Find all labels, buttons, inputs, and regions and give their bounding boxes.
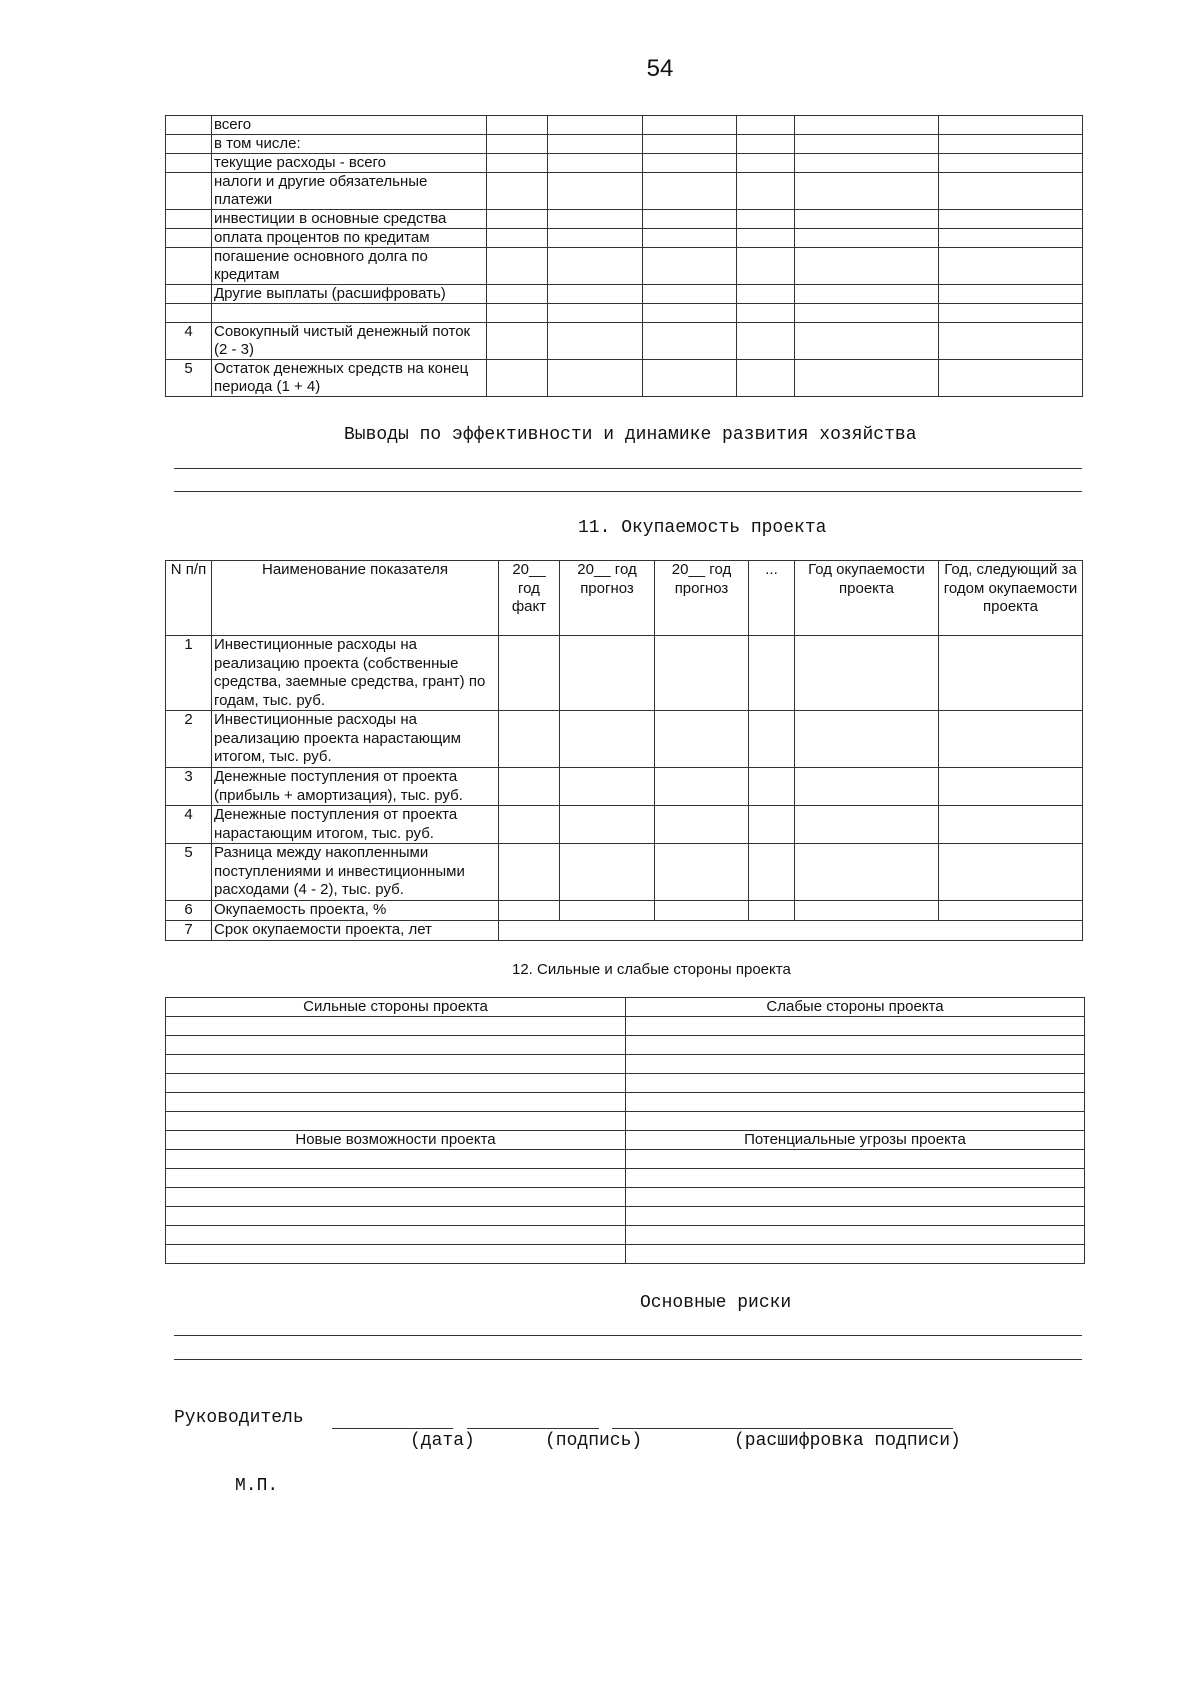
- value-cell: [560, 806, 655, 844]
- value-cell: [655, 901, 749, 921]
- value-cell: [737, 229, 795, 248]
- value-cell: [655, 636, 749, 711]
- value-cell: [487, 248, 548, 285]
- value-cell: [643, 248, 737, 285]
- value-cell: [643, 360, 737, 397]
- table-row: [166, 636, 1083, 711]
- risks-line-2: [174, 1359, 1082, 1360]
- value-cell: [548, 304, 643, 323]
- swot-cell: [626, 1112, 1085, 1131]
- row-number: 3: [166, 768, 212, 806]
- table-row: [166, 304, 1083, 323]
- swot-blank-row: [166, 1207, 1085, 1226]
- swot-blank-row: [166, 1112, 1085, 1131]
- row-label: Разница между накопленными поступлениями и инвестиционными расходами (4 - 2), тыс. руб.: [212, 844, 499, 901]
- swot-blank-row: [166, 1017, 1085, 1036]
- risks-line-1: [174, 1335, 1082, 1336]
- value-cell: [643, 173, 737, 210]
- value-cell: [548, 360, 643, 397]
- column-header: Наименование показателя: [212, 561, 499, 636]
- value-cell: [737, 360, 795, 397]
- row-label: Совокупный чистый денежный поток (2 - 3): [212, 323, 487, 360]
- value-cell: [737, 304, 795, 323]
- value-cell: [737, 323, 795, 360]
- value-cell: [795, 304, 939, 323]
- value-cell: [487, 285, 548, 304]
- swot-cell: [626, 1036, 1085, 1055]
- swot-cell: [626, 1226, 1085, 1245]
- section-12-title: 12. Сильные и слабые стороны проекта: [512, 961, 791, 978]
- value-cell: [487, 229, 548, 248]
- column-header: 20__ год прогноз: [560, 561, 655, 636]
- value-cell: [939, 173, 1083, 210]
- value-cell: [499, 844, 560, 901]
- swot-cell: [166, 1074, 626, 1093]
- swot-table: [165, 997, 1085, 1264]
- page-number: 54: [646, 55, 674, 82]
- swot-header: Слабые стороны проекта: [626, 998, 1085, 1017]
- value-cell: [795, 901, 939, 921]
- value-cell: [939, 210, 1083, 229]
- row-number: 1: [166, 636, 212, 711]
- swot-cell: [166, 1093, 626, 1112]
- row-label: [212, 304, 487, 323]
- header-row: [166, 561, 1083, 636]
- main-risks-heading: Основные риски: [640, 1293, 792, 1313]
- swot-cell: [626, 1150, 1085, 1169]
- row-label: Окупаемость проекта, %: [212, 901, 499, 921]
- value-cell: [795, 768, 939, 806]
- row-label: Денежные поступления от проекта (прибыль + амортизация), тыс. руб.: [212, 768, 499, 806]
- decoding-caption: (расшифровка подписи): [734, 1431, 961, 1451]
- row-number: [166, 154, 212, 173]
- value-cell: [655, 768, 749, 806]
- value-cell: [548, 154, 643, 173]
- table-row: [166, 768, 1083, 806]
- row-number: 7: [166, 921, 212, 941]
- value-cell: [795, 135, 939, 154]
- row-label: Инвестиционные расходы на реализацию проекта (собственные средства, заемные средства, грант) по годам, тыс. руб.: [212, 636, 499, 711]
- swot-cell: [626, 1055, 1085, 1074]
- swot-cell: [626, 1074, 1085, 1093]
- table-row: [166, 135, 1083, 154]
- swot-cell: [626, 1169, 1085, 1188]
- swot-blank-row: [166, 1226, 1085, 1245]
- value-cell: [795, 844, 939, 901]
- value-cell: [487, 360, 548, 397]
- value-cell: [795, 154, 939, 173]
- swot-cell: [166, 1245, 626, 1264]
- swot-header-row: [166, 998, 1085, 1017]
- row-number: 5: [166, 360, 212, 397]
- value-cell: [939, 806, 1083, 844]
- value-cell: [939, 285, 1083, 304]
- row-number: 6: [166, 901, 212, 921]
- value-cell: [487, 154, 548, 173]
- value-cell: [939, 901, 1083, 921]
- value-cell: [548, 210, 643, 229]
- value-cell: [560, 844, 655, 901]
- value-cell: [749, 768, 795, 806]
- stamp-label: М.П.: [235, 1476, 279, 1496]
- swot-cell: [626, 1017, 1085, 1036]
- row-number: [166, 229, 212, 248]
- swot-header-row: [166, 1131, 1085, 1150]
- value-cell: [548, 173, 643, 210]
- value-cell: [487, 323, 548, 360]
- value-cell: [499, 636, 560, 711]
- value-cell: [643, 135, 737, 154]
- value-cell: [548, 135, 643, 154]
- value-cell: [643, 229, 737, 248]
- swot-blank-row: [166, 1245, 1085, 1264]
- row-number: [166, 116, 212, 135]
- value-cell: [499, 901, 560, 921]
- swot-cell: [166, 1207, 626, 1226]
- value-cell: [795, 116, 939, 135]
- value-cell: [643, 304, 737, 323]
- value-cell: [939, 154, 1083, 173]
- swot-cell: [626, 1188, 1085, 1207]
- swot-cell: [166, 1226, 626, 1245]
- table-row: [166, 323, 1083, 360]
- swot-cell: [166, 1036, 626, 1055]
- value-cell: [548, 323, 643, 360]
- value-cell: [939, 116, 1083, 135]
- row-label: в том числе:: [212, 135, 487, 154]
- signature-role-label: Руководитель: [174, 1408, 304, 1428]
- swot-cell: [166, 1169, 626, 1188]
- table-row: [166, 285, 1083, 304]
- value-cell: [737, 285, 795, 304]
- value-cell: [499, 921, 1083, 941]
- value-cell: [560, 711, 655, 768]
- section-11-title: 11. Окупаемость проекта: [578, 518, 827, 538]
- value-cell: [487, 116, 548, 135]
- row-label: Инвестиционные расходы на реализацию проекта нарастающим итогом, тыс. руб.: [212, 711, 499, 768]
- value-cell: [795, 229, 939, 248]
- value-cell: [560, 768, 655, 806]
- row-label: Другие выплаты (расшифровать): [212, 285, 487, 304]
- row-label: текущие расходы - всего: [212, 154, 487, 173]
- value-cell: [737, 173, 795, 210]
- value-cell: [487, 210, 548, 229]
- swot-cell: [626, 1093, 1085, 1112]
- value-cell: [548, 229, 643, 248]
- table-row: [166, 806, 1083, 844]
- column-header: N п/п: [166, 561, 212, 636]
- row-number: 4: [166, 806, 212, 844]
- column-header: 20__ год прогноз: [655, 561, 749, 636]
- decoding-line: [612, 1428, 953, 1429]
- value-cell: [737, 116, 795, 135]
- swot-blank-row: [166, 1055, 1085, 1074]
- value-cell: [939, 636, 1083, 711]
- table-row: [166, 210, 1083, 229]
- row-number: 2: [166, 711, 212, 768]
- conclusions-heading: Выводы по эффективности и динамике развития хозяйства: [344, 425, 917, 445]
- value-cell: [643, 154, 737, 173]
- value-cell: [499, 768, 560, 806]
- value-cell: [487, 173, 548, 210]
- value-cell: [737, 135, 795, 154]
- value-cell: [939, 360, 1083, 397]
- table-row: [166, 229, 1083, 248]
- value-cell: [643, 285, 737, 304]
- value-cell: [487, 304, 548, 323]
- table-row: [166, 173, 1083, 210]
- value-cell: [737, 248, 795, 285]
- date-caption: (дата): [410, 1431, 475, 1451]
- row-number: 5: [166, 844, 212, 901]
- value-cell: [737, 154, 795, 173]
- value-cell: [548, 248, 643, 285]
- value-cell: [560, 901, 655, 921]
- swot-cell: [166, 1150, 626, 1169]
- row-number: [166, 135, 212, 154]
- table-row: [166, 901, 1083, 921]
- swot-header: Новые возможности проекта: [166, 1131, 626, 1150]
- row-number: 4: [166, 323, 212, 360]
- value-cell: [939, 135, 1083, 154]
- value-cell: [643, 210, 737, 229]
- row-number: [166, 210, 212, 229]
- value-cell: [795, 360, 939, 397]
- column-header: ...: [749, 561, 795, 636]
- row-number: [166, 285, 212, 304]
- swot-cell: [626, 1245, 1085, 1264]
- table-row: [166, 116, 1083, 135]
- value-cell: [499, 711, 560, 768]
- value-cell: [643, 116, 737, 135]
- conclusions-line-1: [174, 468, 1082, 469]
- swot-blank-row: [166, 1150, 1085, 1169]
- table-row: [166, 154, 1083, 173]
- row-label: всего: [212, 116, 487, 135]
- row-label: Срок окупаемости проекта, лет: [212, 921, 499, 941]
- date-line: [332, 1428, 453, 1429]
- column-header: Год, следующий за годом окупаемости проекта: [939, 561, 1083, 636]
- table-row: [166, 248, 1083, 285]
- row-label: погашение основного долга по кредитам: [212, 248, 487, 285]
- row-label: налоги и другие обязательные платежи: [212, 173, 487, 210]
- swot-cell: [626, 1207, 1085, 1226]
- value-cell: [548, 116, 643, 135]
- value-cell: [749, 636, 795, 711]
- value-cell: [795, 248, 939, 285]
- table-row: [166, 921, 1083, 941]
- signature-line: [467, 1428, 599, 1429]
- value-cell: [795, 173, 939, 210]
- value-cell: [795, 210, 939, 229]
- value-cell: [795, 636, 939, 711]
- cash-flow-table-continuation: [165, 115, 1083, 397]
- swot-cell: [166, 1112, 626, 1131]
- swot-header: Потенциальные угрозы проекта: [626, 1131, 1085, 1150]
- swot-cell: [166, 1017, 626, 1036]
- swot-blank-row: [166, 1036, 1085, 1055]
- swot-blank-row: [166, 1169, 1085, 1188]
- payback-table: [165, 560, 1083, 941]
- value-cell: [795, 323, 939, 360]
- swot-cell: [166, 1188, 626, 1207]
- value-cell: [643, 323, 737, 360]
- column-header: Год окупаемости проекта: [795, 561, 939, 636]
- conclusions-line-2: [174, 491, 1082, 492]
- value-cell: [939, 304, 1083, 323]
- value-cell: [795, 285, 939, 304]
- value-cell: [655, 844, 749, 901]
- row-number: [166, 304, 212, 323]
- signature-caption: (подпись): [545, 1431, 643, 1451]
- swot-header: Сильные стороны проекта: [166, 998, 626, 1017]
- column-header: 20__ год факт: [499, 561, 560, 636]
- value-cell: [548, 285, 643, 304]
- value-cell: [487, 135, 548, 154]
- value-cell: [939, 229, 1083, 248]
- value-cell: [749, 806, 795, 844]
- row-number: [166, 173, 212, 210]
- table-row: [166, 844, 1083, 901]
- value-cell: [655, 806, 749, 844]
- value-cell: [795, 806, 939, 844]
- value-cell: [560, 636, 655, 711]
- value-cell: [749, 711, 795, 768]
- value-cell: [737, 210, 795, 229]
- table-row: [166, 360, 1083, 397]
- row-label: Остаток денежных средств на конец периода (1 + 4): [212, 360, 487, 397]
- row-label: Денежные поступления от проекта нарастающим итогом, тыс. руб.: [212, 806, 499, 844]
- swot-blank-row: [166, 1093, 1085, 1112]
- value-cell: [795, 711, 939, 768]
- value-cell: [939, 248, 1083, 285]
- swot-blank-row: [166, 1188, 1085, 1207]
- value-cell: [939, 844, 1083, 901]
- row-label: инвестиции в основные средства: [212, 210, 487, 229]
- row-label: оплата процентов по кредитам: [212, 229, 487, 248]
- value-cell: [749, 901, 795, 921]
- row-number: [166, 248, 212, 285]
- value-cell: [749, 844, 795, 901]
- value-cell: [499, 806, 560, 844]
- value-cell: [939, 323, 1083, 360]
- swot-blank-row: [166, 1074, 1085, 1093]
- value-cell: [655, 711, 749, 768]
- table-row: [166, 711, 1083, 768]
- value-cell: [939, 711, 1083, 768]
- swot-cell: [166, 1055, 626, 1074]
- value-cell: [939, 768, 1083, 806]
